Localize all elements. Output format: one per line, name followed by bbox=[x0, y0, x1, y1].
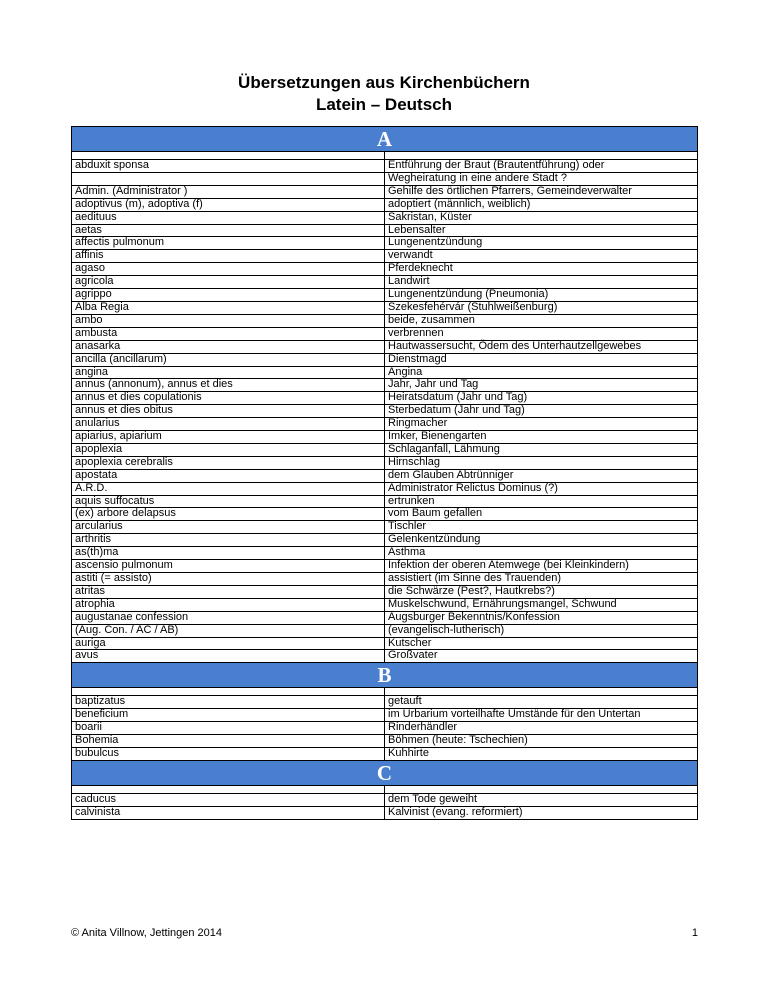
latin-term: annus et dies copulationis bbox=[72, 392, 385, 405]
german-translation: Tischler bbox=[385, 521, 698, 534]
german-translation: Heiratsdatum (Jahr und Tag) bbox=[385, 392, 698, 405]
latin-term: (ex) arbore delapsus bbox=[72, 508, 385, 521]
german-translation: verbrennen bbox=[385, 327, 698, 340]
table-row bbox=[72, 418, 698, 431]
latin-term: annus et dies obitus bbox=[72, 405, 385, 418]
german-translation: Gelenkentzündung bbox=[385, 534, 698, 547]
latin-term: affectis pulmonum bbox=[72, 237, 385, 250]
german-translation: Augsburger Bekenntnis/Konfession bbox=[385, 611, 698, 624]
table-row bbox=[72, 585, 698, 598]
german-translation: adoptiert (männlich, weiblich) bbox=[385, 198, 698, 211]
german-translation: Großvater bbox=[385, 650, 698, 663]
latin-term bbox=[72, 172, 385, 185]
table-row bbox=[72, 327, 698, 340]
german-translation: Sterbedatum (Jahr und Tag) bbox=[385, 405, 698, 418]
latin-term: agricola bbox=[72, 276, 385, 289]
latin-term: aetas bbox=[72, 224, 385, 237]
table-row bbox=[72, 735, 698, 748]
german-translation: Rinderhändler bbox=[385, 722, 698, 735]
table-row bbox=[72, 301, 698, 314]
german-translation: beide, zusammen bbox=[385, 314, 698, 327]
table-row bbox=[72, 160, 698, 173]
latin-term: ancilla (ancillarum) bbox=[72, 353, 385, 366]
table-row bbox=[72, 289, 698, 302]
latin-term: agrippo bbox=[72, 289, 385, 302]
latin-term: angina bbox=[72, 366, 385, 379]
section-letter: A bbox=[72, 127, 698, 152]
table-row bbox=[72, 366, 698, 379]
german-translation: im Urbarium vorteilhafte Umstände für den Untertan bbox=[385, 709, 698, 722]
german-translation: Entführung der Braut (Brautentführung) oder bbox=[385, 160, 698, 173]
section-letter: C bbox=[72, 760, 698, 785]
latin-term: adoptivus (m), adoptiva (f) bbox=[72, 198, 385, 211]
table-row bbox=[72, 443, 698, 456]
german-translation: Sakristan, Küster bbox=[385, 211, 698, 224]
section-header-a bbox=[72, 127, 698, 152]
table-row bbox=[72, 573, 698, 586]
table-row bbox=[72, 611, 698, 624]
latin-term: Admin. (Administrator ) bbox=[72, 185, 385, 198]
table-row bbox=[72, 806, 698, 819]
latin-term: augustanae confession bbox=[72, 611, 385, 624]
latin-term: calvinista bbox=[72, 806, 385, 819]
table-row bbox=[72, 696, 698, 709]
german-translation: assistiert (im Sinne des Trauenden) bbox=[385, 573, 698, 586]
table-row bbox=[72, 340, 698, 353]
latin-term: astiti (= assisto) bbox=[72, 573, 385, 586]
latin-term: Alba Regia bbox=[72, 301, 385, 314]
table-row bbox=[72, 224, 698, 237]
page-number: 1 bbox=[691, 927, 698, 939]
section-header-b bbox=[72, 663, 698, 688]
german-translation: dem Tode geweiht bbox=[385, 793, 698, 806]
table-row bbox=[72, 431, 698, 444]
german-translation: Schlaganfall, Lähmung bbox=[385, 443, 698, 456]
german-translation: getauft bbox=[385, 696, 698, 709]
table-row bbox=[72, 469, 698, 482]
german-translation: Wegheiratung in eine andere Stadt ? bbox=[385, 172, 698, 185]
german-translation: Kuhhirte bbox=[385, 747, 698, 760]
table-row bbox=[72, 534, 698, 547]
latin-term: ambusta bbox=[72, 327, 385, 340]
table-row bbox=[72, 263, 698, 276]
table-row bbox=[72, 747, 698, 760]
german-translation: Jahr, Jahr und Tag bbox=[385, 379, 698, 392]
german-translation: Infektion der oberen Atemwege (bei Kleinkindern) bbox=[385, 560, 698, 573]
latin-term: baptizatus bbox=[72, 696, 385, 709]
latin-term: annus (annonum), annus et dies bbox=[72, 379, 385, 392]
german-translation: verwandt bbox=[385, 250, 698, 263]
table-row bbox=[72, 709, 698, 722]
latin-term: atritas bbox=[72, 585, 385, 598]
latin-term: avus bbox=[72, 650, 385, 663]
german-translation: Hautwassersucht, Ödem des Unterhautzellgewebes bbox=[385, 340, 698, 353]
footer-copyright: © Anita Villnow, Jettingen 2014 bbox=[71, 927, 223, 939]
section-spacer bbox=[72, 785, 698, 793]
table-row bbox=[72, 314, 698, 327]
latin-term: agaso bbox=[72, 263, 385, 276]
latin-term: caducus bbox=[72, 793, 385, 806]
latin-term: auriga bbox=[72, 637, 385, 650]
german-translation: Ringmacher bbox=[385, 418, 698, 431]
section-spacer bbox=[72, 688, 698, 696]
german-translation: Angina bbox=[385, 366, 698, 379]
table-row bbox=[72, 624, 698, 637]
table-row bbox=[72, 211, 698, 224]
table-row bbox=[72, 521, 698, 534]
table-row bbox=[72, 547, 698, 560]
document-subtitle: Latein – Deutsch bbox=[315, 95, 453, 114]
table-row bbox=[72, 650, 698, 663]
table-row bbox=[72, 237, 698, 250]
german-translation: Imker, Bienengarten bbox=[385, 431, 698, 444]
latin-term: apoplexia bbox=[72, 443, 385, 456]
german-translation: Gehilfe des örtlichen Pfarrers, Gemeindeverwalter bbox=[385, 185, 698, 198]
german-translation: Muskelschwund, Ernährungsmangel, Schwund bbox=[385, 598, 698, 611]
table-row bbox=[72, 250, 698, 263]
german-translation: Böhmen (heute: Tschechien) bbox=[385, 735, 698, 748]
latin-term: apostata bbox=[72, 469, 385, 482]
german-translation: (evangelisch-lutherisch) bbox=[385, 624, 698, 637]
german-translation: Hirnschlag bbox=[385, 456, 698, 469]
section-letter: B bbox=[72, 663, 698, 688]
latin-term: Bohemia bbox=[72, 735, 385, 748]
latin-term: ambo bbox=[72, 314, 385, 327]
latin-term: anularius bbox=[72, 418, 385, 431]
table-row bbox=[72, 379, 698, 392]
table-row bbox=[72, 456, 698, 469]
german-translation: ertrunken bbox=[385, 495, 698, 508]
latin-term: apiarius, apiarium bbox=[72, 431, 385, 444]
german-translation: die Schwärze (Pest?, Hautkrebs?) bbox=[385, 585, 698, 598]
table-row bbox=[72, 482, 698, 495]
latin-term: aquis suffocatus bbox=[72, 495, 385, 508]
table-row bbox=[72, 198, 698, 211]
latin-term: arthritis bbox=[72, 534, 385, 547]
latin-term: (Aug. Con. / AC / AB) bbox=[72, 624, 385, 637]
table-row bbox=[72, 353, 698, 366]
table-row bbox=[72, 392, 698, 405]
latin-term: beneficium bbox=[72, 709, 385, 722]
german-translation: dem Glauben Abtrünniger bbox=[385, 469, 698, 482]
latin-term: bubulcus bbox=[72, 747, 385, 760]
german-translation: Pferdeknecht bbox=[385, 263, 698, 276]
section-header-c bbox=[72, 760, 698, 785]
table-row bbox=[72, 185, 698, 198]
latin-term: ascensio pulmonum bbox=[72, 560, 385, 573]
table-row bbox=[72, 405, 698, 418]
latin-term: as(th)ma bbox=[72, 547, 385, 560]
german-translation: Lungenentzündung bbox=[385, 237, 698, 250]
table-row bbox=[72, 495, 698, 508]
latin-term: A.R.D. bbox=[72, 482, 385, 495]
table-row bbox=[72, 276, 698, 289]
latin-term: atrophia bbox=[72, 598, 385, 611]
glossary-table bbox=[71, 126, 698, 820]
latin-term: apoplexia cerebralis bbox=[72, 456, 385, 469]
latin-term: aedituus bbox=[72, 211, 385, 224]
latin-term: boarii bbox=[72, 722, 385, 735]
german-translation: Administrator Relictus Dominus (?) bbox=[385, 482, 698, 495]
table-row bbox=[72, 560, 698, 573]
latin-term: affinis bbox=[72, 250, 385, 263]
latin-term: anasarka bbox=[72, 340, 385, 353]
table-row bbox=[72, 508, 698, 521]
table-row bbox=[72, 637, 698, 650]
latin-term: arcularius bbox=[72, 521, 385, 534]
german-translation: vom Baum gefallen bbox=[385, 508, 698, 521]
german-translation: Lungenentzündung (Pneumonia) bbox=[385, 289, 698, 302]
german-translation: Dienstmagd bbox=[385, 353, 698, 366]
german-translation: Landwirt bbox=[385, 276, 698, 289]
table-row bbox=[72, 793, 698, 806]
document-title: Übersetzungen aus Kirchenbüchern bbox=[238, 73, 530, 92]
german-translation: Lebensalter bbox=[385, 224, 698, 237]
table-row bbox=[72, 722, 698, 735]
german-translation: Kutscher bbox=[385, 637, 698, 650]
german-translation: Kalvinist (evang. reformiert) bbox=[385, 806, 698, 819]
table-row bbox=[72, 598, 698, 611]
german-translation: Asthma bbox=[385, 547, 698, 560]
latin-term: abduxit sponsa bbox=[72, 160, 385, 173]
table-row bbox=[72, 172, 698, 185]
german-translation: Szekesfehérvár (Stuhlweißenburg) bbox=[385, 301, 698, 314]
